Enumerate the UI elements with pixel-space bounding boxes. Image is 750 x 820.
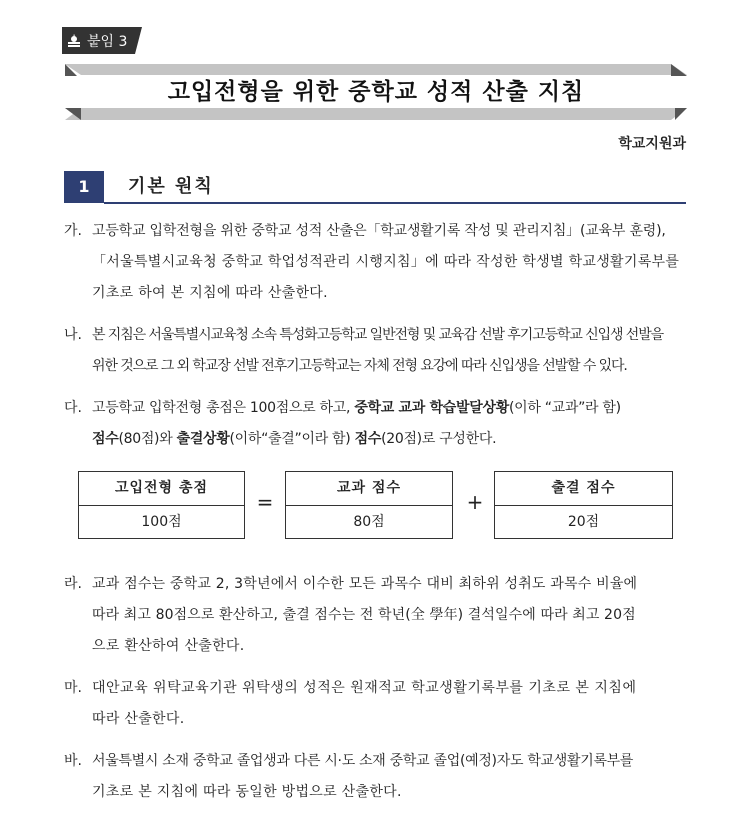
- department-label: 학교지원과: [618, 136, 686, 152]
- banner-corner: [675, 108, 687, 120]
- plus-sign: +: [466, 490, 484, 514]
- tag-label: 붙임 3: [87, 33, 128, 50]
- attendance-score-header: 출결 점수: [495, 472, 672, 506]
- item-mark: 바.: [64, 753, 82, 769]
- emphasis-text: 점수: [354, 431, 382, 447]
- total-score-box: [78, 471, 245, 539]
- paragraph-text: 위한 것으로 그 외 학교장 선발 전후기고등학교는 자체 전형 요강에 따라 신입생을 선발할 수 있다.: [92, 358, 627, 374]
- paragraph-na: [64, 320, 686, 382]
- subject-score-value: 80점: [353, 514, 385, 530]
- paragraph-text: (이하 “교과”라 함): [508, 400, 621, 416]
- emphasis-text: 중학교 교과 학습발달상황: [354, 400, 509, 416]
- total-score-value: 100점: [141, 514, 182, 530]
- attachment-tag: [62, 27, 142, 54]
- attendance-score-value: 20점: [567, 514, 600, 530]
- section-label: 기본 원칙: [128, 176, 214, 197]
- subject-score-box: [285, 471, 453, 539]
- paragraph-ra: [64, 569, 686, 662]
- emphasis-text: 출결상황: [176, 431, 230, 447]
- banner-top-bar: [65, 64, 687, 75]
- banner-bottom-bar: [65, 108, 687, 120]
- equals-sign: =: [256, 490, 274, 514]
- paragraph-da: [64, 393, 686, 455]
- item-mark: 나.: [64, 327, 82, 343]
- total-score-header: 고입전형 총점: [79, 472, 244, 506]
- book-apple-icon: [67, 34, 81, 48]
- paragraph-text: (80점)와: [118, 431, 177, 447]
- paragraph-text: 고등학교 입학전형을 위한 중학교 성적 산출은「학교생활기록 작성 및 관리지침」(교육부 훈령),: [92, 223, 666, 239]
- paragraph-text: 「서울특별시교육청 중학교 학업성적관리 시행지침」에 따라 작성한 학생별 학교생활기록부를: [92, 254, 680, 270]
- subject-score-header: 교과 점수: [286, 472, 452, 506]
- item-mark: 마.: [64, 680, 82, 696]
- page-title: 고입전형을 위한 중학교 성적 산출 지침: [167, 79, 585, 105]
- paragraph-text: 으로 환산하여 산출한다.: [92, 638, 245, 654]
- paragraph-text: 따라 최고 80점으로 환산하고, 출결 점수는 전 학년(全 學年) 결석일수에 따라 최고 20점: [92, 607, 636, 623]
- paragraph-text: 고등학교 입학전형 총점은 100점으로 하고,: [92, 400, 355, 416]
- item-mark: 다.: [64, 400, 82, 416]
- paragraph-text: (이하“출결”이라 함): [229, 431, 355, 447]
- paragraph-text: 교과 점수는 중학교 2, 3학년에서 이수한 모든 과목수 대비 최하위 성취도 과목수 비율에: [92, 576, 638, 592]
- paragraph-ba: [64, 746, 686, 808]
- paragraph-text: 서울특별시 소재 중학교 졸업생과 다른 시·도 소재 중학교 졸업(예정)자도 학교생활기록부를: [92, 753, 634, 769]
- paragraph-text: 기초로 하여 본 지침에 따라 산출한다.: [92, 285, 328, 301]
- item-mark: 라.: [64, 576, 82, 592]
- section-number: 1: [64, 171, 104, 203]
- paragraph-ga: [64, 216, 686, 309]
- paragraph-text: 기초로 본 지침에 따라 동일한 방법으로 산출한다.: [92, 784, 402, 800]
- paragraph-text: 대안교육 위탁교육기관 위탁생의 성적은 원재적교 학교생활기록부를 기초로 본 지침에: [92, 680, 637, 696]
- paragraph-text: 본 지침은 서울특별시교육청 소속 특성화고등학교 일반전형 및 교육감 선발 후기고등학교 신입생 선발을: [92, 327, 664, 343]
- title-banner: [65, 64, 687, 120]
- paragraph-text: (20점)로 구성한다.: [381, 431, 497, 447]
- item-mark: 가.: [64, 223, 82, 239]
- attendance-score-box: [494, 471, 673, 539]
- paragraph-text: 따라 산출한다.: [92, 711, 185, 727]
- emphasis-text: 점수: [92, 431, 119, 447]
- section-rule: [104, 202, 686, 204]
- paragraph-ma: [64, 673, 686, 735]
- section-heading: [64, 171, 686, 205]
